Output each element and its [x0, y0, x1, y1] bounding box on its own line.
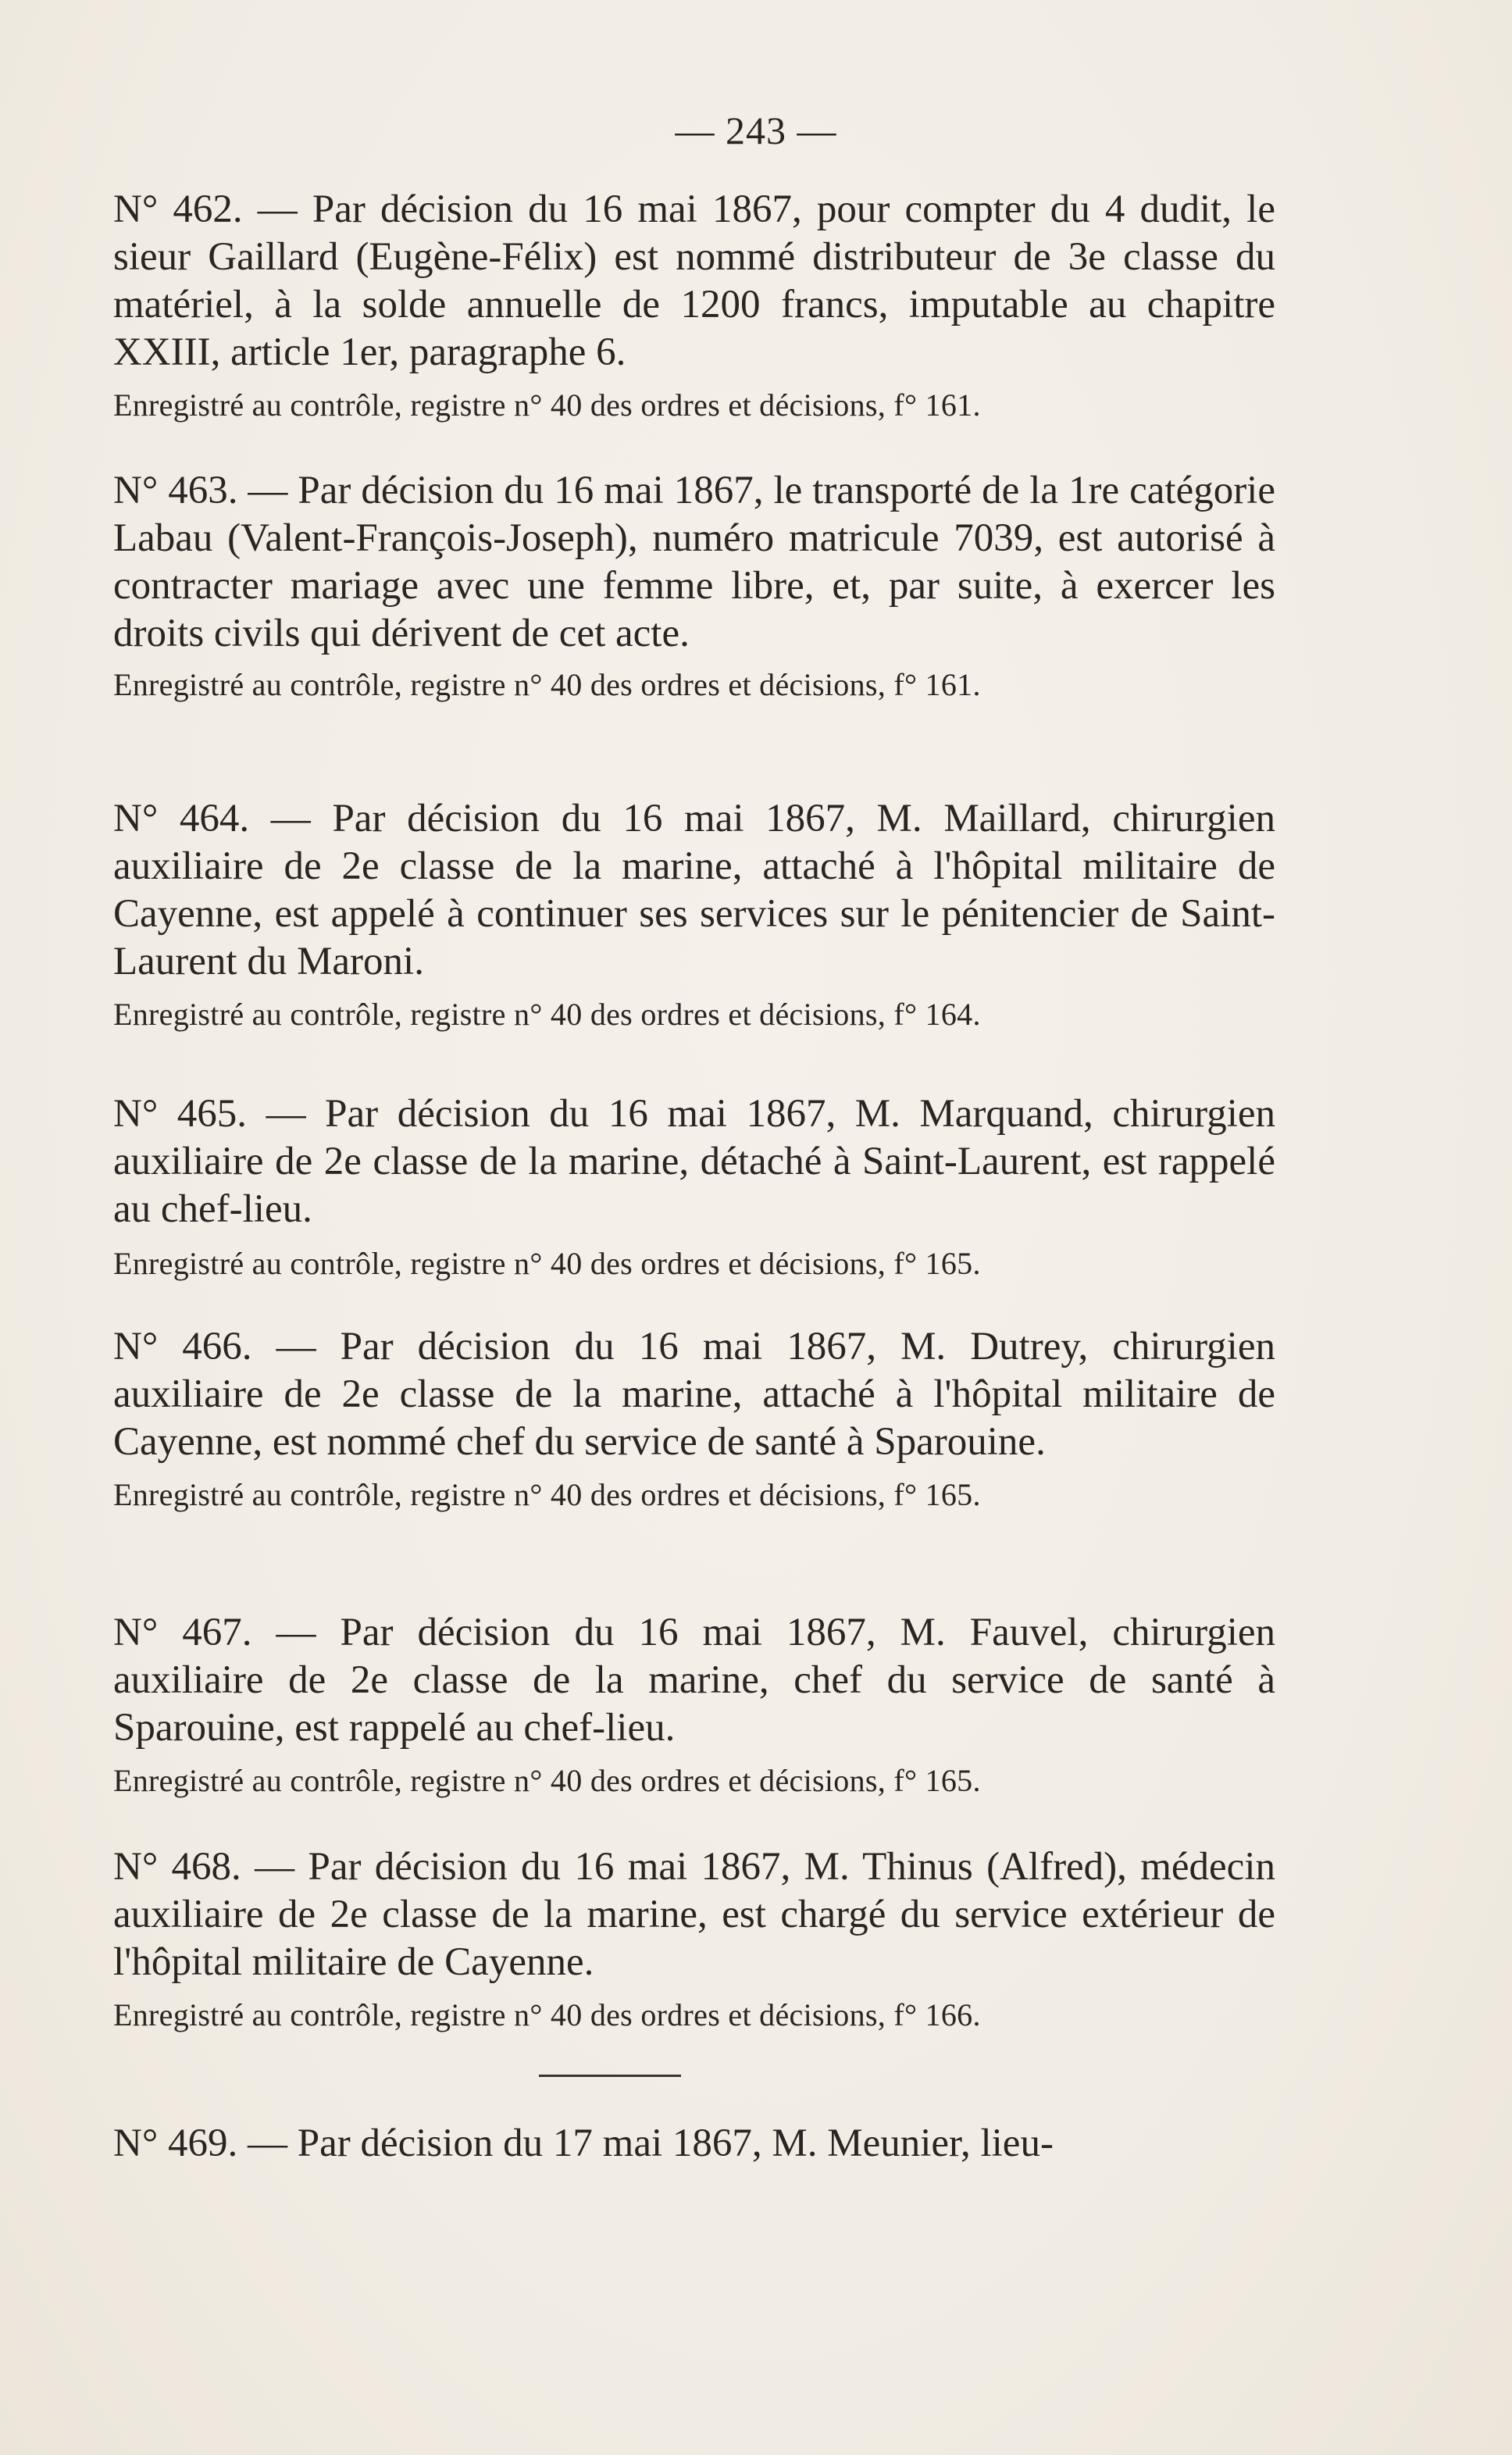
page-number: — 243 —	[675, 109, 837, 152]
entry-text: N° 465. — Par décision du 16 mai 1867, M. Marquand, chirurgien auxiliaire de 2e classe de la marine, détaché à Saint-Laurent, est rappelé au chef-lieu.	[113, 1092, 1275, 1231]
registration-note: Enregistré au contrôle, registre n° 40 des ordres et décisions, f° 161.	[113, 667, 981, 702]
registration-note: Enregistré au contrôle, registre n° 40 des ordres et décisions, f° 164.	[113, 997, 981, 1032]
entry-464	[113, 795, 1275, 1034]
entry-text: N° 468. — Par décision du 16 mai 1867, M. Thinus (Alfred), médecin auxiliaire de 2e classe de la marine, est chargé du service extérieur de l'hôpital militaire de Cayenne.	[113, 1845, 1275, 1984]
registration-note: Enregistré au contrôle, registre n° 40 des ordres et décisions, f° 165.	[113, 1763, 981, 1798]
registration-note: Enregistré au contrôle, registre n° 40 des ordres et décisions, f° 165.	[113, 1246, 981, 1281]
entry-468	[113, 1843, 1275, 2035]
entry-text: N° 464. — Par décision du 16 mai 1867, M. Maillard, chirurgien auxiliaire de 2e classe de la marine, attaché à l'hôpital militaire de Cayenne, est appelé à continuer ses services sur le pénitencier de Saint-Laurent du Maroni.	[113, 797, 1275, 983]
entry-467	[113, 1609, 1275, 1800]
entry-465	[113, 1090, 1275, 1283]
entry-text: N° 466. — Par décision du 16 mai 1867, M. Dutrey, chirurgien auxiliaire de 2e classe de la marine, attaché à l'hôpital militaire de Cayenne, est nommé chef du service de santé à Sparouine.	[113, 1325, 1275, 1464]
entry-text: N° 463. — Par décision du 16 mai 1867, le transporté de la 1re catégorie Labau (Valent-François-Joseph), numéro matricule 7039, est autorisé à contracter mariage avec une femme libre, et, par suite, à exercer les droits civils qui dérivent de cet acte.	[113, 469, 1275, 655]
entry-text: N° 469. — Par décision du 17 mai 1867, M. Meunier, lieu-	[113, 2121, 1054, 2165]
registration-note: Enregistré au contrôle, registre n° 40 des ordres et décisions, f° 165.	[113, 1477, 981, 1512]
registration-note: Enregistré au contrôle, registre n° 40 des ordres et décisions, f° 166.	[113, 1997, 981, 2032]
entry-text: N° 467. — Par décision du 16 mai 1867, M. Fauvel, chirurgien auxiliaire de 2e classe de la marine, chef du service de santé à Sparouine, est rappelé au chef-lieu.	[113, 1611, 1275, 1750]
entry-text: N° 462. — Par décision du 16 mai 1867, pour compter du 4 dudit, le sieur Gaillard (Eugène-Félix) est nommé distributeur de 3e classe du matériel, à la solde annuelle de 1200 francs, imputable au chapitre XXIII, article 1er, paragraphe 6.	[113, 187, 1275, 374]
registration-note: Enregistré au contrôle, registre n° 40 des ordres et décisions, f° 161.	[113, 387, 981, 423]
entry-463	[113, 467, 1275, 705]
entry-466	[113, 1323, 1275, 1515]
entry-469	[113, 2120, 1275, 2168]
entry-462	[113, 186, 1275, 425]
section-divider	[539, 2075, 681, 2077]
